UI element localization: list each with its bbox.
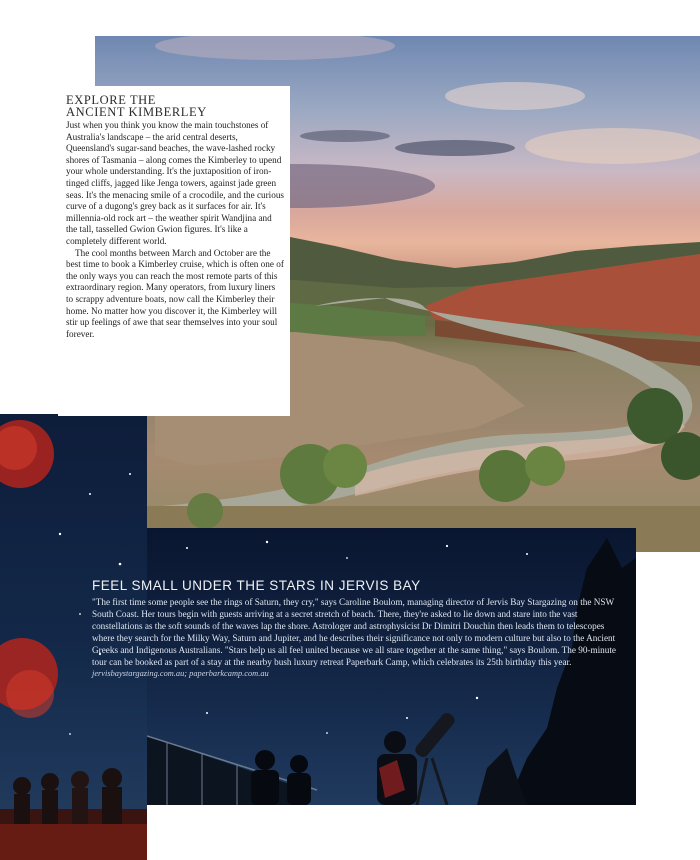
kimberley-paragraph-2: The cool months between March and October are the best time to book a Kimberley cruise, which is often one of the only ways you can reach the most remote parts of this extraordinary region. Many operators, from luxury liners to scrappy adventure boats, now call the Kimberley their home. No matter how you discover it, the Kimberley will stir up feelings of awe that sear themselves into your soul forever. <box>66 247 284 339</box>
jervis-bay-body: "The first time some people see the rings of Saturn, they cry," says Caroline Boulom, managing director of Jervis Bay Stargazing on the NSW South Coast. Her tours begin with guests arriving at a secret stretch of beach. There, they're asked to lie down and stare into the vast constellations as the soft sounds of the waves lap the shore. Astrologer and astrophysicist Dr Dimitri Douchin then leads them to telescopes where they search for the Milky Way, Saturn and Jupiter, and he describes their significance not only to modern culture but also to the Ancient Greeks and Indigenous Australians. "Stars help us all feel united because we all stare together at the same thing," says Boulom. The 90-minute tour can be booked as part of a stay at the nearby bush luxury retreat Paperbark Camp, which celebrates its 25th birthday this year. <box>92 597 616 667</box>
kimberley-paragraph-1: Just when you think you know the main touchstones of Australia's landscape – the arid central deserts, Queensland's sugar-sand beaches, the wave-lashed rocky shores of Tasmania – along comes the Kimberley to upend your whole understanding. It's the juxtaposition of iron-tinged cliffs, jagged like Jenga towers, against jade green seas. It's the menacing smile of a crocodile, and the curious curve of a dugong's grey back as it surfaces for air. It's millennia-old rock art – the weather spirit Wandjina and the tall, tasselled Gwion Gwion figures. It's like a completely different world. <box>66 120 285 246</box>
kimberley-article <box>58 86 290 416</box>
jervis-bay-credit: jervisbaystargazing.com.au; paperbarkcamp.com.au <box>92 669 269 678</box>
kimberley-heading-line1: EXPLORE THE <box>66 93 157 107</box>
jervis-bay-article <box>92 578 622 678</box>
kimberley-heading <box>66 94 284 118</box>
kimberley-heading-line2: ANCIENT KIMBERLEY <box>66 105 207 119</box>
jervis-bay-heading: FEEL SMALL UNDER THE STARS IN JERVIS BAY <box>92 578 421 593</box>
